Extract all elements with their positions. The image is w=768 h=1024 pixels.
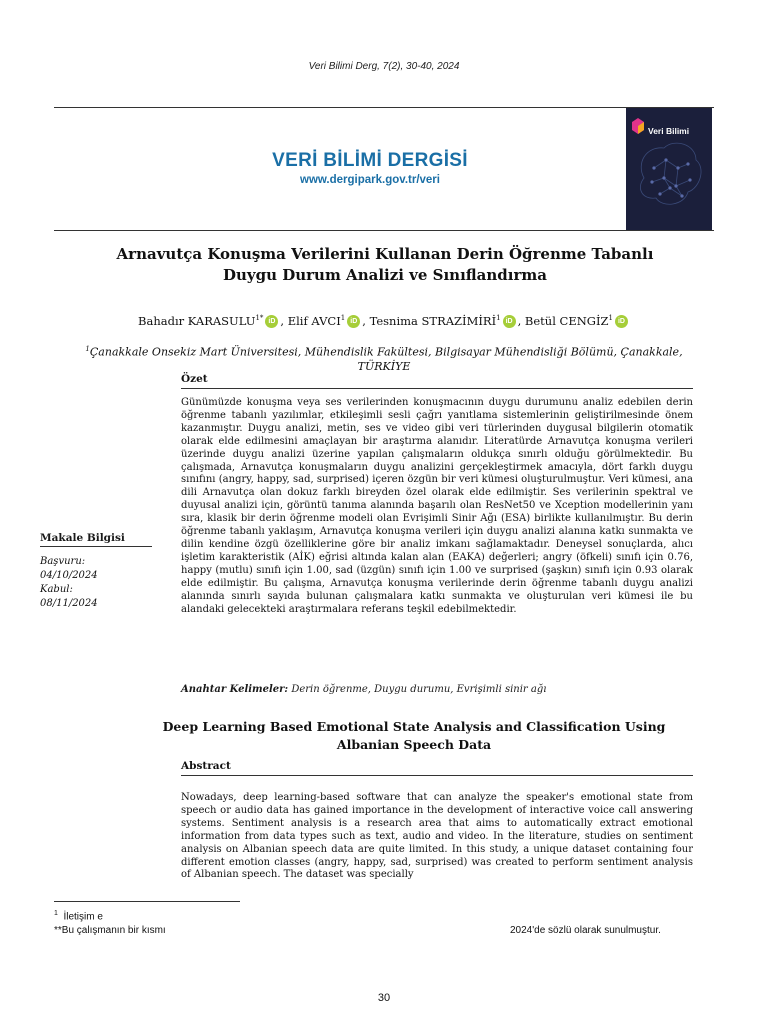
accepted-label: Kabul: — [40, 584, 73, 595]
author-separator: , — [362, 314, 370, 328]
received-date: 04/10/2024 — [40, 570, 98, 581]
article-title-tr — [90, 244, 680, 286]
author-mark: 1 — [496, 314, 501, 323]
journal-url[interactable]: www.dergipark.gov.tr/veri — [300, 174, 440, 186]
abstract-heading: Abstract — [181, 760, 231, 772]
running-head: Veri Bilimi Derg, 7(2), 30-40, 2024 — [308, 61, 460, 72]
author-list — [60, 314, 708, 328]
keywords-label: Anahtar Kelimeler: — [181, 684, 289, 695]
abstract-text: Nowadays, deep learning-based software that can analyze the speaker's emotional state from speech or audio data has gained importance in the development of interactive voice call answering systems. Sentiment analysis is a research area that aims to automatically extract emotional information from data types such as text, audio and video. In the literature, studies on sentiment analysis on Albanian speech data are quite limited. In this study, a unique dataset containing four different emotion classes (angry, happy, sad, surprised) was created to perform sentiment analysis of Albanian speech. The dataset was specially — [181, 792, 693, 881]
author-name: Bahadır KARASULU — [138, 314, 256, 328]
affiliation — [60, 342, 708, 374]
title-en-line-1: Deep Learning Based Emotional State Analysis and Classification Using — [162, 719, 666, 734]
author-mark: 1 — [608, 314, 613, 323]
keywords-text: Derin öğrenme, Duygu durumu, Evrişimli sinir ağı — [291, 684, 547, 695]
accepted-date: 08/11/2024 — [40, 598, 98, 609]
author-mark: 1 — [340, 314, 346, 323]
page-number: 30 — [377, 992, 391, 1004]
banner-bottom-rule — [54, 230, 714, 231]
title-en-line-2: Albanian Speech Data — [336, 737, 492, 752]
author-separator: , — [280, 314, 288, 328]
ozet-rule — [181, 388, 693, 389]
footnote-1 — [54, 910, 103, 922]
article-info-rule — [40, 546, 152, 547]
author-name: Betül CENGİZ — [524, 314, 609, 328]
author-separator: , — [517, 314, 525, 328]
footnote-2-right: 2024'de sözlü olarak sunulmuştur. — [510, 925, 661, 936]
banner-top-rule — [54, 107, 714, 108]
affiliation-line-1: Çanakkale Onsekiz Mart Üniversitesi, Mühendislik Fakültesi, Bilgisayar Mühendisliği Bölümü, Çanakkale, — [89, 345, 683, 359]
ozet-heading: Özet — [181, 373, 208, 385]
footnote-1-text: İletişim e — [63, 911, 103, 923]
keywords — [181, 684, 693, 695]
footnote-2-left: **Bu çalışmanın bir kısmı — [54, 925, 166, 936]
author-mark: 1* — [255, 314, 264, 323]
affiliation-mark: 1 — [85, 345, 90, 353]
title-tr-line-2: Duygu Durum Analizi ve Sınıflandırma — [223, 266, 547, 284]
abstract-rule — [181, 775, 693, 776]
orcid-icon[interactable]: iD — [347, 315, 360, 328]
footnote-mark: 1 — [54, 910, 58, 917]
orcid-icon[interactable]: iD — [503, 315, 516, 328]
ozet-text: Günümüzde konuşma veya ses verilerinden konuşmacının duygu durumunu analiz edebilen derin öğrenme tabanlı yazılımlar, etkileşimli sesli çağrı yanıtlama sistemlerinin geliştirilmesinde önem kazanmıştır. Duygu analizi, metin, ses ve video gibi veri türlerinden duygusal bilgilerin otomatik olarak elde edilmesini amaçlayan bir araştırma alanıdır. Literatürde Arnavutça konuşma verileri üzerinde duygu analizi üzerine yapılan çalışmaların oldukça sınırlı olduğu görülmektedir. Bu çalışmada, Arnavutça konuşmaların duygu analizini gerçekleştirmek amacıyla, dört farklı duygu sınıfını (angry, happy, sad, surprised) içeren özgün bir veri kümesi oluşturulmuştur. Veri kümesi, ana dili Arnavutça olan dokuz farklı bireyden özel olarak elde edilmiştir. Ses verilerinin spektral ve duyusal analizi için, görüntü tanıma alanında başarılı olan ResNet50 ve Xception modellerinin yanı sıra, klasik bir derin öğrenme modeli olan Evrişimli Sinir Ağı (ESA) birlikte kullanılmıştır. Bu derin öğrenme tabanlı yaklaşım, Arnavutça konuşma verileri için duygu analizi alanına katkı sunmakta ve dilin kendine özgü özelliklerine göre bir analiz imkanı sağlamaktadır. Deneysel sonuçlarda, alıcı işletim karakteristik (AİK) eğrisi altında kalan alan (EAKA) değerleri; angry (öfkeli) sınıfı için 0.76, happy (mutlu) sınıfı için 1.00, sad (üzgün) sınıfı için 1.00 ve surprised (şaşkın) sınıfı için 0.93 olarak elde edilmiştir. Bu çalışma, Arnavutça konuşma verilerinde derin öğrenme tabanlı duygu analizi alanında sınırlı sayıda bulunan çalışmalara katkı sunmakta ve oluşturulan veri kümesi ile bu alandaki gelecekteki araştırmalara referans teşkil edebilmektedir. — [181, 397, 693, 615]
received-label: Başvuru: — [40, 556, 86, 567]
footnote-rule — [54, 901, 240, 902]
affiliation-line-2: TÜRKİYE — [357, 359, 411, 373]
article-title-en — [150, 718, 678, 754]
author-name: Tesnima STRAZİMİRİ — [369, 314, 497, 328]
orcid-icon[interactable]: iD — [265, 315, 278, 328]
author-name: Elif AVCI — [287, 314, 341, 328]
logo-text: Veri Bilimi — [648, 126, 690, 136]
title-tr-line-1: Arnavutça Konuşma Verilerini Kullanan Derin Öğrenme Tabanlı — [116, 245, 654, 263]
journal-title: VERİ BİLİMİ DERGİSİ — [272, 150, 468, 171]
article-info-heading: Makale Bilgisi — [40, 532, 125, 544]
orcid-icon[interactable]: iD — [615, 315, 628, 328]
